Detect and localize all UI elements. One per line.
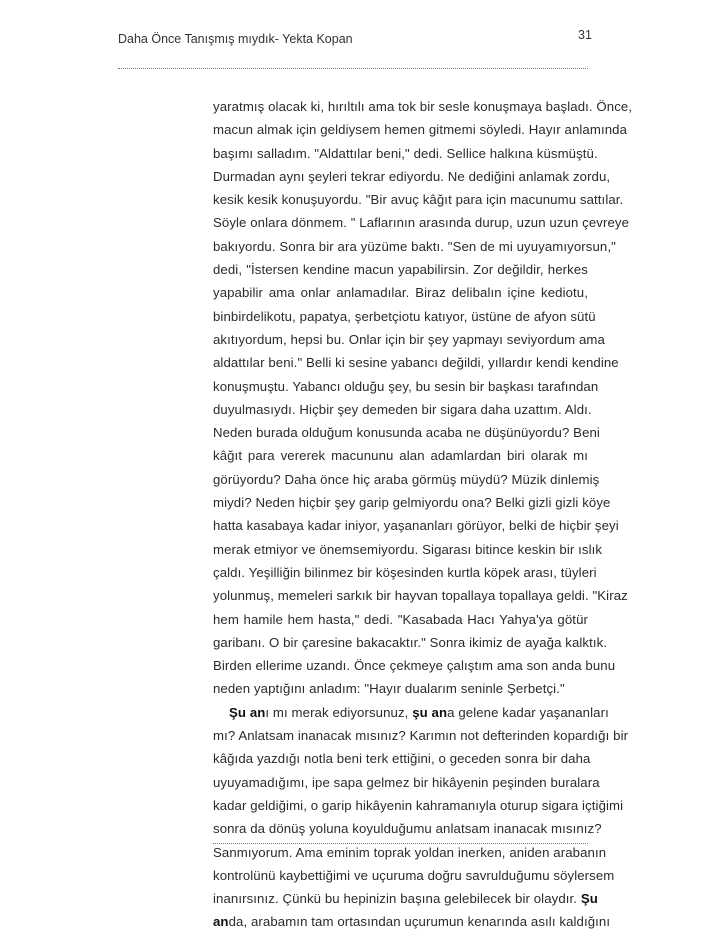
text-line: garibanı. O bir çaresine bakacaktır." Sonra ikimiz de ayağa kalktık.: [213, 634, 608, 650]
paragraph-start-line: [213, 701, 609, 724]
text-line: Neden burada olduğum konusunda acaba ne düşünüyordu? Beni: [213, 425, 600, 441]
text-line: merak etmiyor ve önemsemiyordu. Sigarası bitince keskin bir ıslık: [213, 541, 603, 557]
text-line: neden yaptığını anladım: "Hayır dualarım seninle Şerbetçi.": [213, 681, 565, 697]
body-text: [213, 95, 633, 934]
header-divider: [118, 68, 588, 69]
text-line: kâğıda yazdığı notla beni terk ettiğini, o geceden sonra bir daha: [213, 751, 591, 767]
text-line: duyulmasıydı. Hiçbir şey demeden bir sigara daha uzattım. Aldı.: [213, 401, 592, 417]
text-line: dedi, "İstersen kendine macun yapabilirsin. Zor değildir, herkes: [213, 262, 588, 278]
text-line: mı? Anlatsam inanacak mısınız? Karımın not defterinden kopardığı bir: [213, 728, 629, 744]
text-line: kadar geldiğimi, o garip hikâyenin kahramanıyla oturup sigara içtiğimi: [213, 797, 624, 813]
text-line: hem hamile hem hasta," dedi. "Kasabada Hacı Yahya'ya götür: [213, 611, 588, 627]
emphasis-su: Şu: [580, 891, 598, 907]
emphasis-su-an: şu an: [412, 704, 448, 720]
text-line: kâğıt para vererek macununu alan adamlardan biri olarak mı: [213, 448, 588, 464]
text-fragment: ı mı merak ediyorsunuz,: [265, 704, 413, 720]
text-fragment: da, arabamın tam ortasından uçurumun kenarında asılı kaldığını: [228, 914, 611, 930]
text-line: aldattılar beni." Belli ki sesine yabancı değildi, yıllardır kendi kendine: [213, 355, 619, 371]
page-number: 31: [578, 28, 592, 42]
text-line-with-emphasis: [213, 910, 611, 933]
text-line: macun almak için geldiysem hemen gitmemi söyledi. Hayır anlamında: [213, 122, 628, 138]
text-line: yaratmış olacak ki, hırıltılı ama tok bir sesle konuşmaya başladı. Önce,: [213, 99, 633, 114]
text-line: miydi? Neden hiçbir şey garip gelmiyordu ona? Belki gizli gizli köye: [213, 495, 611, 511]
text-line: Birden ellerime uzandı. Önce çekmeye çalıştım ama son anda bunu: [213, 658, 616, 674]
running-header-title: Daha Önce Tanışmış mıydık- Yekta Kopan: [118, 32, 353, 46]
text-line: bakıyordu. Sonra bir ara yüzüme baktı. "Sen de mi uyuyamıyorsun,": [213, 238, 616, 254]
text-fragment: a gelene kadar yaşananları: [447, 704, 609, 720]
text-line: kesik kesik konuşuyordu. "Bir avuç kâğıt para için macunumu sattılar.: [213, 192, 624, 208]
text-line: hatta kasabaya kadar iniyor, yaşananları görüyor, belki de hiçbir şeyi: [213, 518, 619, 534]
text-line: yapabilir ama onlar anlamadılar. Biraz delibalın içine kediotu,: [213, 285, 588, 301]
text-line: konuşmuştu. Yabancı olduğu şey, bu sesin bir başkası tarafından: [213, 378, 599, 394]
text-line: başımı salladım. "Aldattılar beni," dedi. Sellice halkına küsmüştü.: [213, 145, 598, 161]
text-line: akıtıyordum, hepsi bu. Onlar için bir şey yapmayı seviyordum ama: [213, 331, 605, 347]
text-line: görüyordu? Daha önce hiç araba görmüş müydü? Müzik dinlemiş: [213, 471, 600, 487]
text-line: sonra da dönüş yoluna koyulduğumu anlatsam inanacak mısınız?: [213, 821, 602, 837]
text-fragment: inanırsınız. Çünkü bu hepinizin başına gelebilecek bir olaydır.: [213, 891, 578, 907]
text-line: Sanmıyorum. Ama eminim toprak yoldan inerken, aniden arabanın: [213, 844, 607, 860]
text-line: Durmadan aynı şeyleri tekrar ediyordu. Ne dediğini anlamak zordu,: [213, 168, 611, 184]
text-line: uyuyamadığımı, ipe sapa gelmez bir hikâyenin peşinden buralara: [213, 774, 600, 790]
emphasis-su-an: Şu an: [229, 704, 266, 720]
text-line: yolunmuş, memeleri sarkık bir hayvan topallaya topallaya geldi. "Kiraz: [213, 588, 628, 604]
emphasis-an: an: [213, 914, 229, 930]
footer-divider: [213, 843, 588, 844]
text-line: kontrolünü kaybettiğimi ve uçuruma doğru savrulduğumu söylersem: [213, 867, 615, 883]
text-line-with-emphasis: [213, 887, 598, 910]
text-line: binbirdelikotu, papatya, şerbetçiotu katıyor, üstüne de afyon sütü: [213, 308, 596, 324]
text-line: Söyle onlara dönmem. " Laflarının arasında durup, uzun uzun çevreye: [213, 215, 630, 231]
text-line: çaldı. Yeşilliğin bilinmez bir köşesinden kurtla köpek arası, tüyleri: [213, 564, 597, 580]
